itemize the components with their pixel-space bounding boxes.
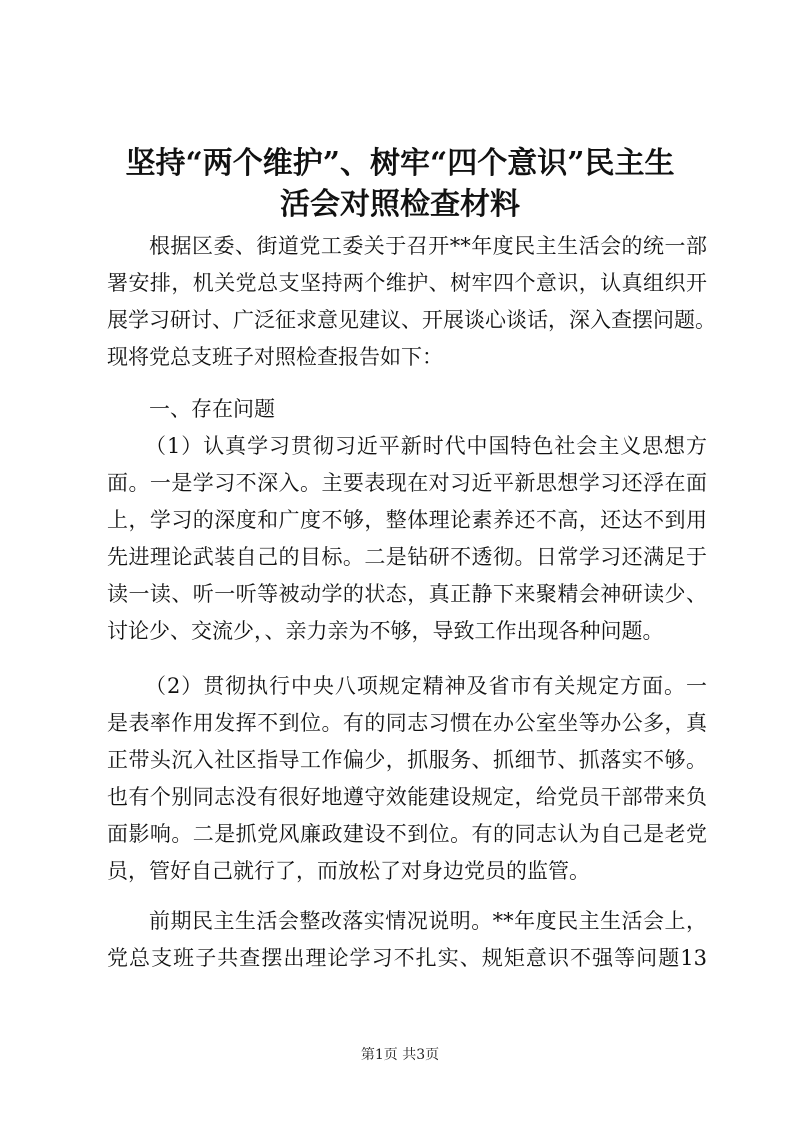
paragraph-line: 正带头沉入社区指导工作偏少，抓服务、抓细节、抓落实不够。 [107,748,707,772]
paragraph-line: 讨论少、交流少，、亲力亲为不够，导致工作出现各种问题。 [107,619,664,643]
paragraph-line: 读一读、听一听等被动学的状态，真正静下来聚精会神研读少、 [107,582,707,606]
paragraph-line: 上，学习的深度和广度不够，整体理论素养还不高，还达不到用 [107,508,707,532]
paragraph-item-1 [107,428,707,650]
section-heading-text: 一、存在问题 [149,397,275,421]
paragraph-intro [107,228,716,376]
paragraph-line: 党总支班子共查摆出理论学习不扎实、规矩意识不强等问题13 [107,946,707,970]
paragraph-line: 员，管好自己就行了，而放松了对身边党员的监管。 [107,859,590,883]
paragraph-line: 署安排，机关党总支坚持两个维护、树牢四个意识，认真组织开 [107,271,707,295]
paragraph-line: 根据区委、街道党工委关于召开**年度民主生活会的统一部 [149,234,707,258]
paragraph-line: 现将党总支班子对照检查报告如下： [107,345,443,369]
paragraph-line: 是表率作用发挥不到位。有的同志习惯在办公室坐等办公多，真 [107,711,707,735]
paragraph-line: 前期民主生活会整改落实情况说明。**年度民主生活会上， [149,909,707,933]
paragraph-line: 展学习研讨、广泛征求意见建议、开展谈心谈话，深入查摆问题。 [107,308,716,332]
document-title-line-2: 活会对照检查材料 [280,187,520,222]
paragraph-line: （2）贯彻执行中央八项规定精神及省市有关规定方面。一 [145,674,707,698]
paragraph-line: 也有个别同志没有很好地遵守效能建设规定，给党员干部带来负 [107,785,707,809]
section-heading [107,391,707,428]
paragraph-line: 先进理论武装自己的目标。二是钻研不透彻。日常学习还满足于 [107,545,707,569]
paragraph-line: （1）认真学习贯彻习近平新时代中国特色社会主义思想方 [145,434,707,458]
page-footer: 第1页 共3页 [360,1047,440,1063]
paragraph-item-2 [107,668,707,890]
paragraph-rectification [107,903,707,977]
paragraph-line: 面。一是学习不深入。主要表现在对习近平新思想学习还浮在面 [107,471,707,495]
paragraph-line: 面影响。二是抓党风廉政建设不到位。有的同志认为自己是老党 [107,822,707,846]
document-title-line-1: 坚持“两个维护”、树牢“四个意识”民主生 [125,146,675,181]
